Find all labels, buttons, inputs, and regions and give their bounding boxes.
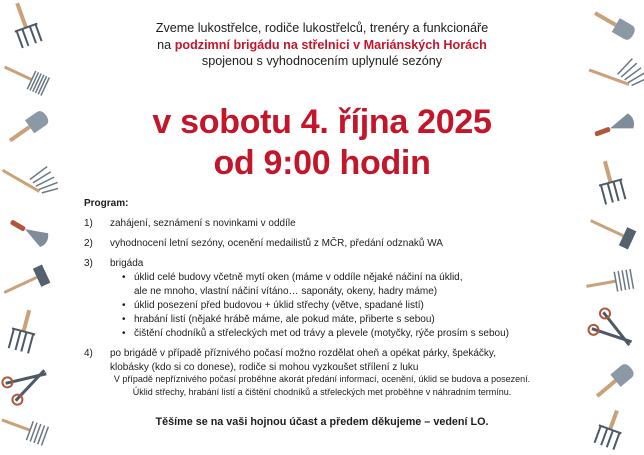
thanks-line: Těšíme se na vaši hojnou účast a předem děkujeme – vedení LO. [155,416,489,428]
invitation-content [62,0,582,455]
program-title: Program: [84,198,129,209]
brigade-task [122,313,569,327]
shears-icon [587,307,639,356]
program-item [84,257,569,341]
event-date: v sobotu 4. října 2025 [152,103,492,141]
brigade-task [122,299,569,313]
program-item-text: vyhodnocení letní sezóny, ocenění medailistů z MČR, předání odznaků WA [110,238,443,249]
trowel-icon [7,214,51,248]
trowel-icon [592,112,636,141]
weather-note [62,373,582,398]
rake-icon [0,58,49,95]
event-time: od 9:00 hodin [213,144,431,182]
program-item [84,237,569,251]
pitchfork-icon [593,158,627,205]
brigade-task-line: • hrabání listí (nějaké hrábě máme, ale pokud máte, přiberte s sebou) [134,314,435,325]
brigade-task [122,327,569,341]
intro-line-1: Zveme lukostřelce, rodiče lukostřelců, trenéry a funkcionáře [155,21,489,35]
intro-highlight: podzimní brigádu na střelnici v Mariánských Horách [174,37,487,52]
spade-icon [5,109,50,147]
program-item-text: brigáda [110,258,144,269]
brigade-task-list [110,271,569,341]
weather-note-line-1: V případě nepříznivého počasí proběhne akorát předání informací, ocenění, úklid se budova a posezení. [113,374,531,384]
shears-icon [1,359,53,406]
intro-text [62,20,582,70]
program-item-text-line: po brigádě v případě příznivého počasí možno rozdělat oheň a opékat párky, špekáčky, [110,348,496,359]
garden-tools-border-left [0,0,58,455]
program-item-text: zahájení, seznámení s novinkami v oddíle [110,218,296,229]
event-headline [62,102,582,184]
intro-line-2 [62,37,582,54]
brigade-task-line: • úklid posezení před budovou + úklid střechy (větve, spadané listí) [134,300,424,311]
rake-icon [589,48,644,99]
brigade-task-line: ale ne mnoho, vlastní náčiní vítáno… saponáty, okeny, hadry máme) [134,286,438,297]
pitchfork-icon [6,0,44,49]
program-item [84,217,569,231]
pitchfork-icon [7,307,41,354]
intro-line-2-prefix: na [157,37,175,52]
rake-icon [586,269,633,297]
rake-icon [0,411,48,446]
program-item-text-line: klobásky (kdo si co donese), rodiče si mohou vyzkoušet střílení z luku [110,362,419,373]
garden-tools-border-right [586,0,644,455]
program-item-number: 3) [84,258,93,269]
program-item-number: 2) [84,238,93,249]
program-item-number: 4) [84,348,93,359]
intro-line-3: spojenou s vyhodnocením uplynulé sezóny [201,54,443,68]
brigade-task [122,271,569,299]
brigade-task-line: • čištění chodníků a střeleckých met od trávy a plevele (motyčky, rýče prosím s sebou) [134,328,509,339]
hoe-icon [0,264,50,302]
weather-note-line-2: Úklid střechy, hrabání listí a čištění chodníků a střeleckých met proběhne v náhradním termínu. [132,386,512,397]
program-section [84,197,569,381]
spade-icon [591,6,637,42]
spade-icon [592,362,636,403]
rake-icon [3,157,58,201]
hoe-icon [586,212,636,250]
program-item [84,347,569,375]
brigade-task-line: • úklid celé budovy včetně mytí oken (máme v oddíle nějaké náčiní na úklid, [134,272,463,283]
program-item-number: 1) [84,218,93,229]
pitchfork-icon [593,406,629,450]
